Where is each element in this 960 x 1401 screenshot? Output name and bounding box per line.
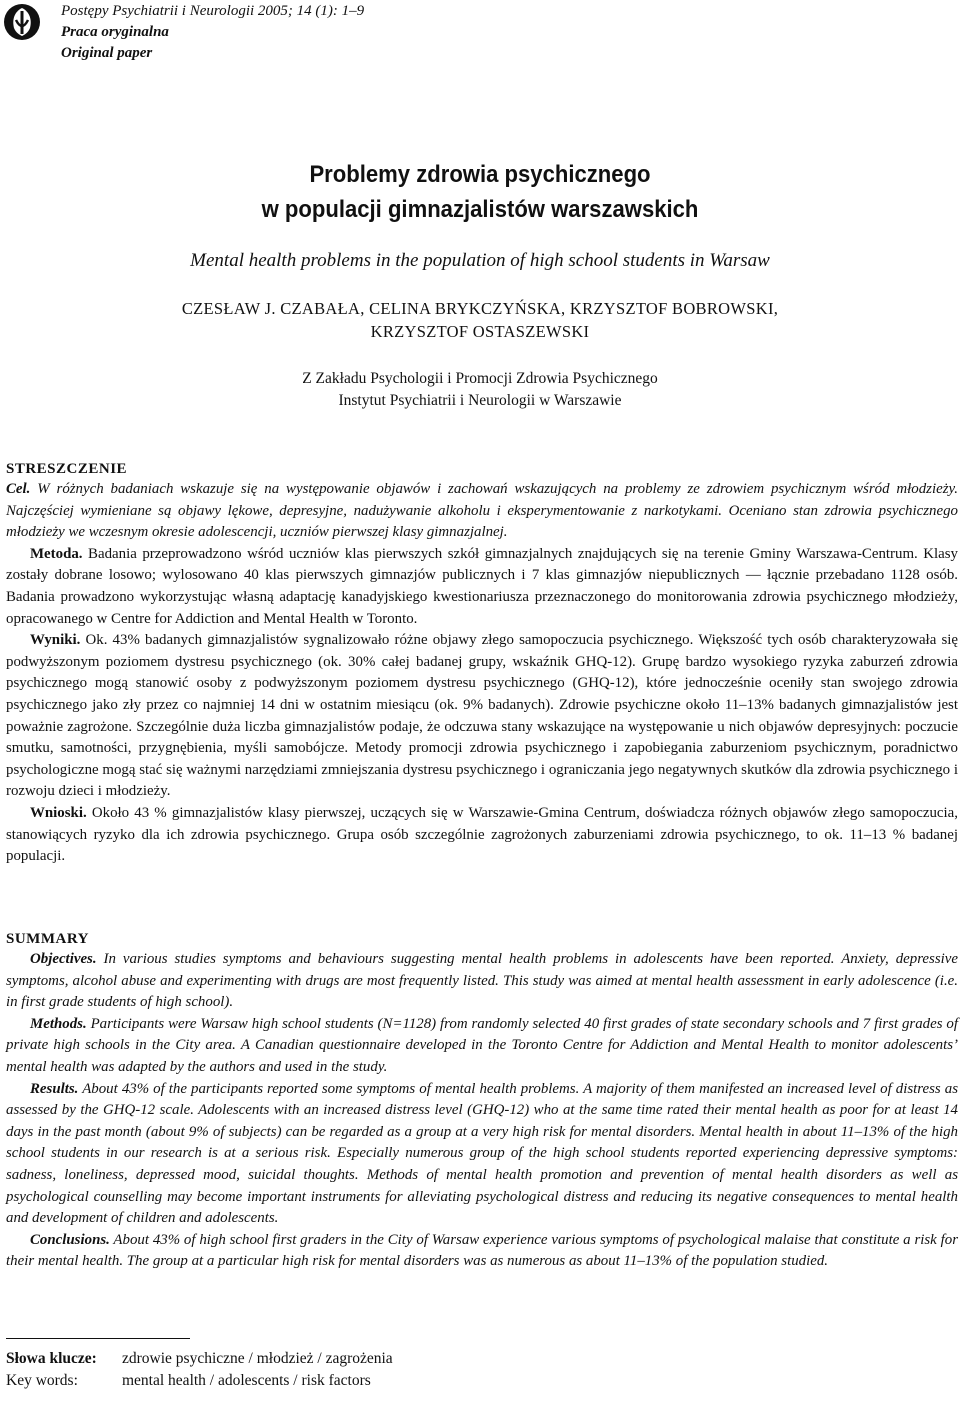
keywords-divider: [6, 1338, 190, 1339]
summary-results: [6, 1079, 958, 1230]
paper-type-pl: Praca oryginalna: [61, 24, 169, 40]
abstract-metoda: [6, 544, 958, 630]
cel-lead: Cel.: [6, 481, 31, 497]
methods-lead: Methods.: [30, 1015, 87, 1032]
authors-line-1: CZESŁAW J. CZABAŁA, CELINA BRYKCZYŃSKA, KRZYSZTOF BOBROWSKI,: [181, 299, 779, 318]
conclusions-text: About 43% of high school first graders in the City of Warsaw experience various symptoms of psychological malaise that constitute a risk for their mental health. The group at a particular high risk for mental disorders was as numerous as about 11–13% of the population studied.: [6, 1231, 958, 1270]
streszczenie-section: [6, 459, 958, 868]
metoda-lead: Metoda.: [30, 545, 83, 562]
wyniki-lead: Wyniki.: [30, 632, 81, 649]
keywords-en-value: mental health / adolescents / risk factors: [122, 1372, 371, 1389]
summary-conclusions: [6, 1230, 958, 1273]
wyniki-text: Ok. 43% badanych gimnazjalistów sygnalizowało różne objawy złego samopoczucia psychicznego. Większość tych osób charakteryzowała się podwyższonym poziomem dystresu psychicznego (ok. 30% całej badanej grupy, wskaźnik GHQ-12). Grupę bardzo wysokiego ryzyka zaburzeń zdrowia psychicznego mogą stanowić osoby z podwyższonym poziomem dystresu psychicznego (GHQ-12), które jednocześnie oceniły stan swojego zdrowia psychicznego jako zły przez co najmniej 14 dni w ostatnim miesiącu (ok. 9% badanych). Zdrowie psychiczne około 11–13% badanych gimnazjalistów jest poważnie zagrożone. Szczególnie duża liczba gimnazjalistów podaje, że odczuwa stany wskazujące na występowanie u nich objawów depresyjnych: poczucie smutku, samotności, przygnębienia, myśli samobójcze. Metody promocji zdrowia psychicznego i zapobiegania zaburzeniom psychicznym, poradnictwo psychologiczne mogą stać się ważnymi narzędziami zmniejszania dystresu psychicznego i ograniczania jego negatywnych skutków dla zdrowia psychicznego i rozwoju dzieci i młodzieży.: [6, 632, 958, 800]
conclusions-lead: Conclusions.: [30, 1231, 110, 1248]
cel-text: W różnych badaniach wskazuje się na występowanie objawów i zachowań wskazujących na problemy ze zdrowiem psychicznym wśród młodzieży. Najczęściej wymieniane są objawy lękowe, depresyjne, nadużywanie alkoholu i eksperymentowanie z narkotykami. Oceniano stan zdrowia psychicznego młodzieży we wczesnym okresie adolescencji, uczniów pierwszej klasy gimnazjalnej.: [6, 481, 958, 541]
affiliation-line-1: Z Zakładu Psychologii i Promocji Zdrowia Psychicznego: [302, 370, 658, 387]
keywords-pl-value: zdrowie psychiczne / młodzież / zagrożenia: [122, 1350, 393, 1367]
journal-logo-icon: [2, 2, 42, 42]
keywords-pl: [6, 1348, 393, 1370]
journal-header: [61, 1, 364, 64]
affiliation-line-2: Instytut Psychiatrii i Neurologii w Warszawie: [338, 392, 622, 409]
journal-citation: Postępy Psychiatrii i Neurologii 2005; 14 (1): 1–9: [61, 3, 365, 19]
title-line-2: w populacji gimnazjalistów warszawskich: [261, 196, 699, 223]
keywords-pl-label: Słowa klucze:: [6, 1350, 97, 1367]
methods-text: Participants were Warsaw high school students (N=1128) from randomly selected 40 first grades of state secondary schools and 7 first grades of private high schools in the City area. A Canadian questionnaire developed in the Toronto Centre for Addiction and Mental Health to monitor adolescents’ mental health was adapted by the authors and used in the study.: [6, 1015, 958, 1075]
abstract-cel: [6, 479, 958, 544]
metoda-text: Badania przeprowadzono wśród uczniów klas pierwszych szkół gimnazjalnych znajdujących się na terenie Gminy Warszawa-Centrum. Klasy zostały dobrane losowo; wylosowano 40 klas pierwszych gimnazjów publicznych i 7 klas gimnazjów niepublicznych — łącznie przebadano 1128 osób. Badania prowadzono wykorzystując własną adaptację kanadyjskiego kwestionariusza przeznaczonego do monitorowania zdrowia psychicznego młodzieży, opracowanego w Centre for Addiction and Mental Health w Toronto.: [6, 545, 958, 627]
authors-line-2: KRZYSZTOF OSTASZEWSKI: [370, 322, 590, 341]
abstract-wyniki: [6, 630, 958, 803]
paper-type-en: Original paper: [61, 45, 153, 61]
summary-heading: SUMMARY: [6, 931, 89, 947]
summary-objectives: [6, 949, 958, 1014]
objectives-text: In various studies symptoms and behaviours suggesting mental health problems in adolescents have been reported. Anxiety, depressive symptoms, alcohol abuse and experimenting with drugs are most frequently listed. This study was aimed at mental health assessment in early adolescence (i.e. in first grade students of high school).: [6, 951, 958, 1011]
paper-title: [38, 157, 921, 227]
title-line-1: Problemy zdrowia psychicznego: [309, 161, 651, 188]
results-text: About 43% of the participants reported some symptoms of mental health problems. A majority of them manifested an increased level of distress as assessed by the GHQ-12 scale. Adolescents with an increased distress level (GHQ-12) who at the same time rated their mental health as poor for at least 14 days in the past month (about 9% of subjects) can be regarded as a group at a very high risk for mental disorders. Mental health in about 11–13% of the high school students in our research is at a serious risk. Especially numerous group of the high school students reported experiencing depressive symptoms: sadness, loneliness, depressed mood, suicidal thoughts. Methods of mental health promotion and prevention of mental health disorders as well as psychological counselling may become important instruments for alleviating psychological distress and reducing its negative consequences to mental health and development of children and adolescents.: [6, 1080, 958, 1227]
affiliation: [0, 368, 960, 412]
objectives-lead: Objectives.: [30, 951, 97, 967]
wnioski-lead: Wnioski.: [30, 804, 87, 821]
abstract-wnioski: [6, 803, 958, 868]
results-lead: Results.: [30, 1080, 79, 1097]
keywords-en-label: Key words:: [6, 1372, 78, 1389]
author-list: [0, 297, 960, 343]
summary-methods: [6, 1014, 958, 1079]
english-title: Mental health problems in the population of high school students in Warsaw: [190, 250, 770, 271]
summary-section: [6, 929, 958, 1273]
keywords-en: [6, 1370, 371, 1392]
streszczenie-heading: STRESZCZENIE: [6, 461, 128, 477]
wnioski-text: Około 43 % gimnazjalistów klasy pierwszej, uczących się w Warszawie-Gmina Centrum, doświadcza różnych objawów złego samopoczucia, stanowiących ryzyko dla ich zdrowia psychicznego. Grupa osób szczególnie zagrożonych zaburzeniami zdrowia psychicznego, to ok. 11–13 % badanej populacji.: [6, 804, 958, 865]
